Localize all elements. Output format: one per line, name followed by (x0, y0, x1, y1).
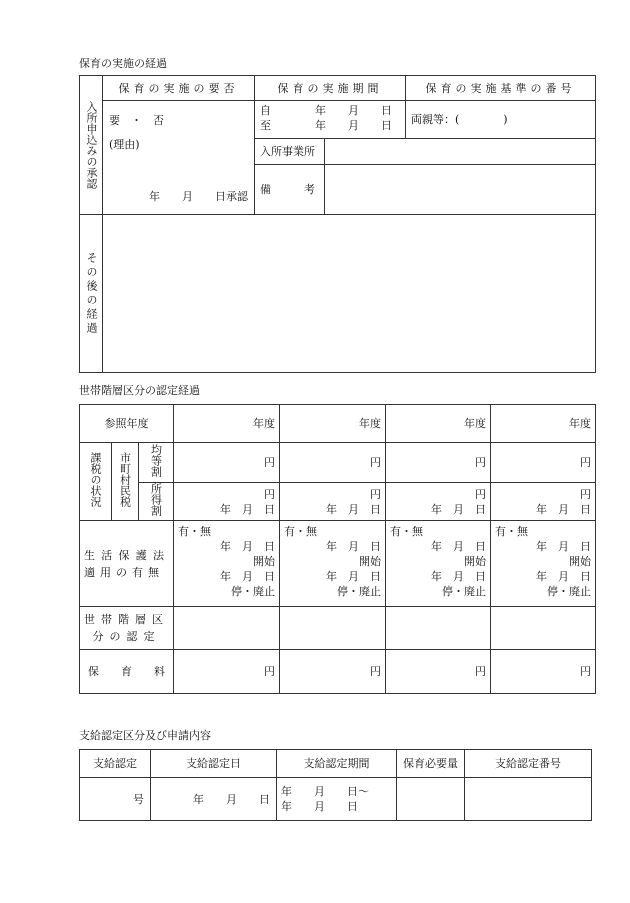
municipal-tax-label: 市町村民税 (112, 443, 139, 521)
welfare-stop-date-3: 年 月 日 (431, 570, 486, 583)
income-cell-4[interactable] (491, 483, 596, 521)
welfare-start-date-1: 年 月 日 (220, 540, 275, 553)
parents-cell[interactable] (406, 101, 596, 139)
approval-date: 年 月 日承認 (149, 190, 248, 203)
number-suffix: 号 (133, 792, 144, 806)
welfare-stop-4: 停・廃止 (547, 585, 591, 598)
year-cell-4[interactable]: 年度 (491, 405, 596, 443)
facility-input[interactable] (325, 139, 596, 164)
cert-period-start: 年 月 日～ (281, 785, 369, 798)
household-class-cell-2[interactable] (280, 607, 386, 650)
welfare-cell-4[interactable] (491, 521, 596, 607)
section-title-household-class: 世帯階層区分の認定経過 (79, 384, 200, 397)
fee-yen-2[interactable]: 円 (280, 650, 386, 694)
header-care-amount: 保育必要量 (397, 750, 465, 778)
fee-yen-4[interactable]: 円 (491, 650, 596, 694)
reference-year-label: 参照年度 (80, 405, 174, 443)
household-class-cell-4[interactable] (491, 607, 596, 650)
welfare-cell-3[interactable] (386, 521, 491, 607)
certification-table (79, 749, 592, 821)
household-class-label: 世帯階層区分の認定 (80, 607, 174, 650)
income-cell-2[interactable] (280, 483, 386, 521)
period-from: 自 年 月 日 (260, 104, 392, 117)
tax-status-label: 課税の状況 (80, 443, 112, 521)
year-cell-2[interactable]: 年度 (280, 405, 386, 443)
parents-label: 両親等：( ) (411, 113, 508, 127)
period-cell[interactable] (255, 101, 406, 139)
equal-label: 均等割 (139, 443, 174, 483)
need-cell[interactable] (103, 101, 255, 215)
welfare-stop-date-2: 年 月 日 (326, 570, 381, 583)
household-class-table (79, 404, 596, 694)
need-header: 保育の実施の要否 (103, 76, 255, 101)
admission-approval-side-label: 入所申込みの承認 (80, 76, 103, 215)
welfare-stop-1: 停・廃止 (231, 585, 275, 598)
income-cell-3[interactable] (386, 483, 491, 521)
period-header: 保育の実施期間 (255, 76, 406, 101)
cert-period-end: 年 月 日 (281, 800, 358, 813)
header-cert-date: 支給認定日 (151, 750, 277, 778)
care-progress-table (79, 75, 596, 373)
remarks-input[interactable] (325, 164, 596, 214)
welfare-start-2: 開始 (359, 555, 381, 568)
section-title-certification: 支給認定区分及び申請内容 (79, 729, 211, 742)
header-cert: 支給認定 (80, 750, 151, 778)
welfare-yesno-3: 有・無 (390, 525, 423, 538)
welfare-start-4: 開始 (569, 555, 591, 568)
income-yen-2: 円 (370, 487, 381, 501)
income-yen-1: 円 (264, 487, 275, 501)
after-progress-side-label: その後の経過 (80, 215, 103, 373)
welfare-stop-2: 停・廃止 (337, 585, 381, 598)
welfare-start-3: 開始 (464, 555, 486, 568)
equal-yen-3[interactable]: 円 (386, 443, 491, 483)
section-title-care-progress: 保育の実施の経過 (79, 57, 167, 70)
welfare-cell-2[interactable] (280, 521, 386, 607)
welfare-label: 生活保護法適用の有無 (80, 521, 174, 607)
fee-label: 保 育 料 (80, 650, 174, 694)
welfare-start-1: 開始 (253, 555, 275, 568)
income-date-2: 年 月 日 (326, 502, 381, 516)
year-cell-1[interactable]: 年度 (174, 405, 280, 443)
income-date-1: 年 月 日 (220, 502, 275, 516)
welfare-yesno-2: 有・無 (284, 525, 317, 538)
income-date-4: 年 月 日 (536, 502, 591, 516)
welfare-stop-date-4: 年 月 日 (536, 570, 591, 583)
welfare-yesno-1: 有・無 (178, 525, 211, 538)
cert-period-cell[interactable] (277, 778, 397, 821)
period-to: 至 年 月 日 (260, 119, 392, 132)
income-label: 所得割 (139, 483, 174, 521)
header-cert-period: 支給認定期間 (277, 750, 397, 778)
equal-yen-1[interactable]: 円 (174, 443, 280, 483)
after-progress-input[interactable] (103, 215, 596, 373)
income-yen-4: 円 (580, 487, 591, 501)
cert-number-cell[interactable] (80, 778, 151, 821)
cert-number-value-cell[interactable] (465, 778, 592, 821)
standard-header: 保育の実施基準の番号 (406, 76, 596, 101)
welfare-stop-3: 停・廃止 (442, 585, 486, 598)
facility-label: 入所事業所 (255, 139, 325, 164)
household-class-cell-1[interactable] (174, 607, 280, 650)
household-class-cell-3[interactable] (386, 607, 491, 650)
cert-date: 年 月 日 (193, 792, 270, 806)
remarks-label: 備 考 (255, 164, 325, 214)
welfare-cell-1[interactable] (174, 521, 280, 607)
header-cert-number: 支給認定番号 (465, 750, 592, 778)
equal-yen-2[interactable]: 円 (280, 443, 386, 483)
equal-yen-4[interactable]: 円 (491, 443, 596, 483)
need-choice: 要 ・ 否 (109, 114, 164, 127)
year-cell-3[interactable]: 年度 (386, 405, 491, 443)
welfare-stop-date-1: 年 月 日 (220, 570, 275, 583)
fee-yen-3[interactable]: 円 (386, 650, 491, 694)
welfare-start-date-4: 年 月 日 (536, 540, 591, 553)
fee-yen-1[interactable]: 円 (174, 650, 280, 694)
income-date-3: 年 月 日 (431, 502, 486, 516)
income-cell-1[interactable] (174, 483, 280, 521)
welfare-start-date-3: 年 月 日 (431, 540, 486, 553)
welfare-yesno-4: 有・無 (495, 525, 528, 538)
reason-label: (理由) (109, 138, 140, 151)
income-yen-3: 円 (475, 487, 486, 501)
cert-date-cell[interactable] (151, 778, 277, 821)
welfare-start-date-2: 年 月 日 (326, 540, 381, 553)
care-amount-cell[interactable] (397, 778, 465, 821)
